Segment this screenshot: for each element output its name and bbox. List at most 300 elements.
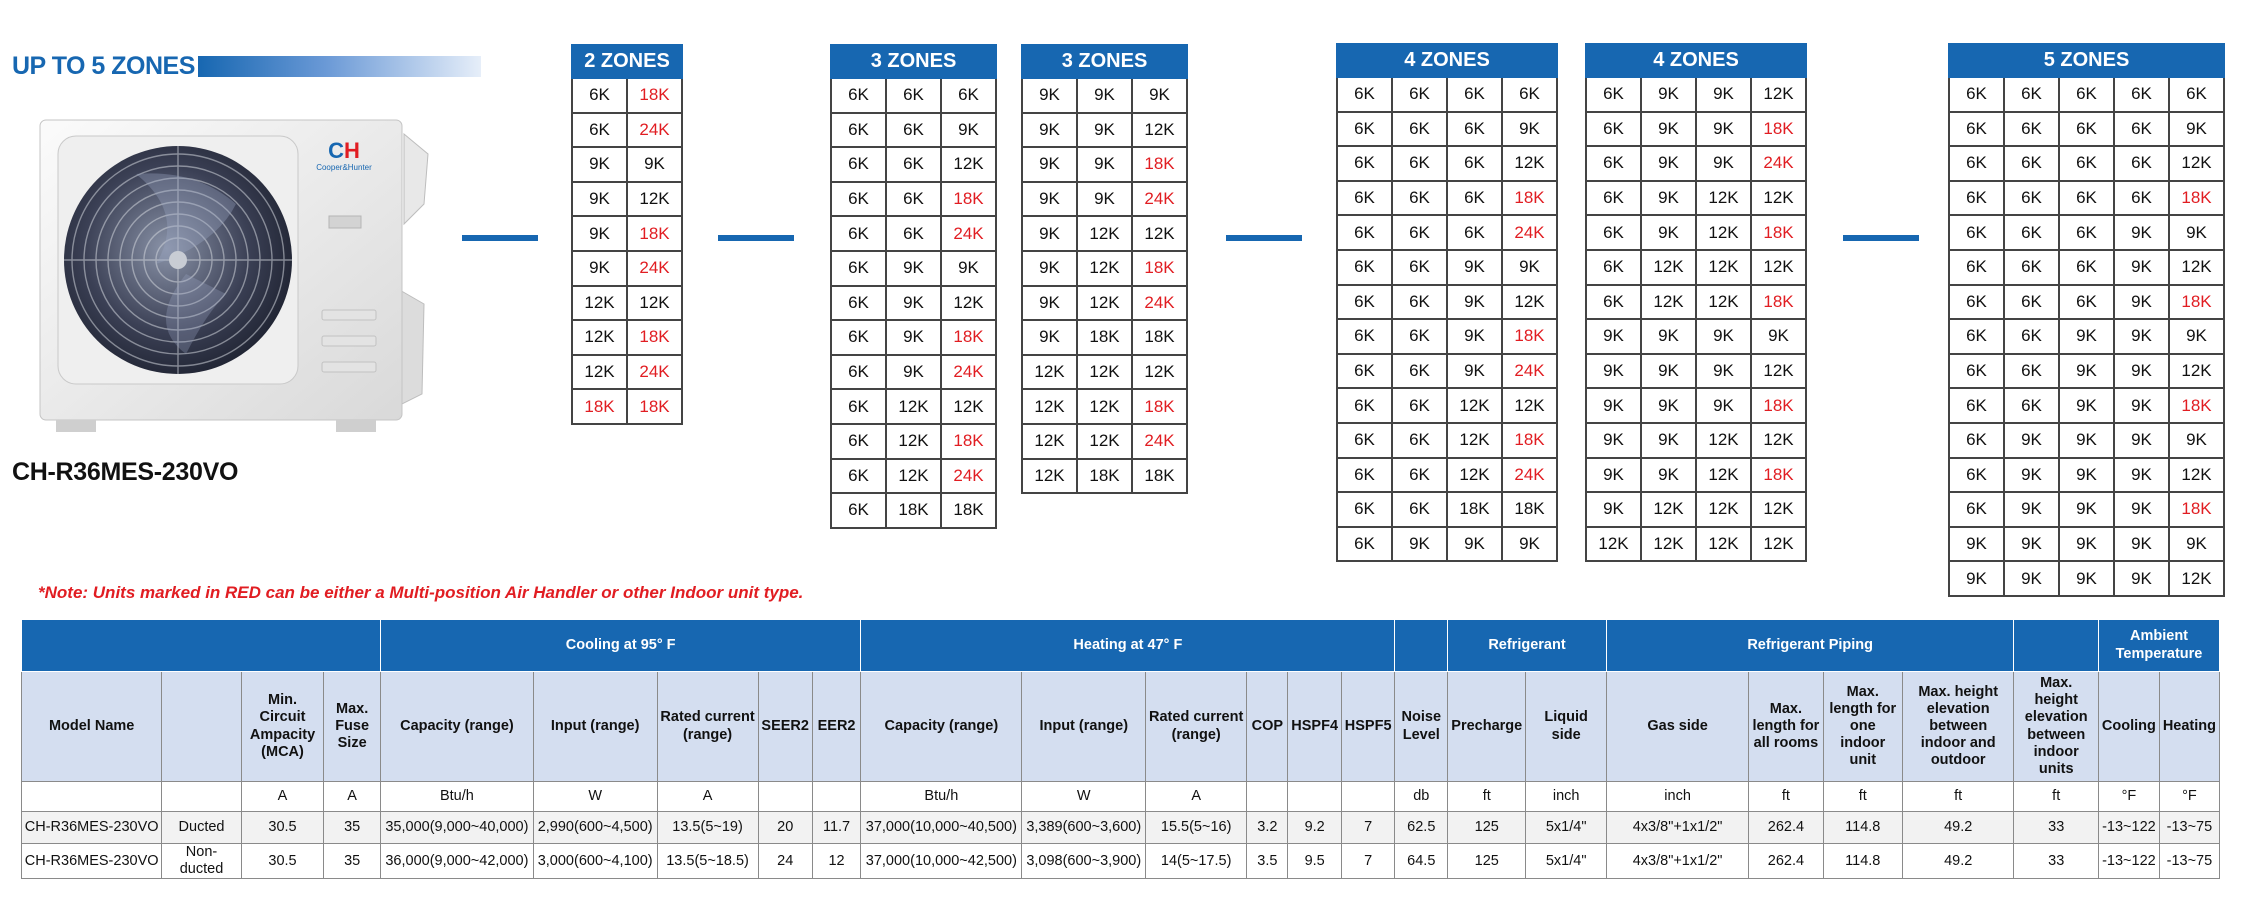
zone-cell: 6K (2004, 181, 2059, 216)
zone-cell: 6K (1949, 77, 2004, 112)
zone-cell: 9K (572, 251, 627, 286)
connector-line (462, 235, 538, 241)
zone-cell: 9K (572, 182, 627, 217)
zone-cell: 6K (2004, 215, 2059, 250)
zone-cell: 6K (2114, 146, 2169, 181)
zone-row (831, 389, 996, 424)
zone-cell: 9K (1696, 77, 1751, 112)
zone-cell: 12K (1751, 423, 1806, 458)
zone-row (1949, 146, 2224, 181)
zone-cell: 12K (1751, 181, 1806, 216)
title-gradient-bar (198, 56, 481, 77)
zone-cell: 9K (1022, 286, 1077, 321)
spec-cell: 262.4 (1749, 812, 1823, 844)
zone-cell: 12K (1751, 250, 1806, 285)
zone-cell-air-handler: 18K (2169, 181, 2224, 216)
zone-cell: 18K (1132, 459, 1187, 494)
zone-cell: 6K (1337, 146, 1392, 181)
zone-table-title: 4 ZONES (1337, 44, 1557, 77)
column-header: Min. Circuit Ampacity (MCA) (241, 672, 324, 782)
column-header: HSPF5 (1341, 672, 1395, 782)
zone-row (1022, 320, 1187, 355)
spec-cell: 3,098(600~3,900) (1022, 844, 1146, 879)
zone-cell: 6K (2059, 250, 2114, 285)
zone-cell: 6K (1337, 527, 1392, 562)
zone-cell: 6K (1502, 77, 1557, 112)
spec-cell: 37,000(10,000~42,500) (861, 844, 1022, 879)
zone-cell: 12K (2169, 250, 2224, 285)
zone-cell: 6K (1337, 112, 1392, 147)
zone-row (1337, 181, 1557, 216)
zone-row (1337, 319, 1557, 354)
zone-cell: 12K (1447, 388, 1502, 423)
zone-cell: 6K (2004, 354, 2059, 389)
zone-cell-air-handler: 18K (1751, 112, 1806, 147)
zone-cell: 6K (886, 147, 941, 182)
zone-cell-air-handler: 24K (627, 113, 682, 148)
zone-cell: 9K (886, 251, 941, 286)
zone-cell-air-handler: 18K (1132, 147, 1187, 182)
zone-cell: 6K (1337, 215, 1392, 250)
zone-cell: 9K (2004, 458, 2059, 493)
zone-cell-air-handler: 18K (1502, 423, 1557, 458)
zone-cell: 12K (1077, 216, 1132, 251)
zone-row (1586, 388, 1806, 423)
zone-cell: 6K (1392, 458, 1447, 493)
spec-cell: -13~122 (2099, 812, 2160, 844)
zone-cell: 9K (1641, 77, 1696, 112)
spec-cell: 14(5~17.5) (1146, 844, 1247, 879)
zone-row (1337, 215, 1557, 250)
spec-cell: 36,000(9,000~42,000) (381, 844, 534, 879)
zone-row (1337, 527, 1557, 562)
zone-cell: 9K (2169, 215, 2224, 250)
spec-cell: 37,000(10,000~40,500) (861, 812, 1022, 844)
zone-cell: 6K (1949, 354, 2004, 389)
zone-cell: 6K (831, 320, 886, 355)
zone-cell: 9K (2059, 458, 2114, 493)
zone-cell: 9K (941, 251, 996, 286)
zone-cell: 9K (1502, 112, 1557, 147)
zone-cell: 12K (1696, 492, 1751, 527)
zone-row (1949, 77, 2224, 112)
spec-cell: 13.5(5~19) (657, 812, 758, 844)
zone-cell: 6K (886, 216, 941, 251)
zone-table-header-row (1022, 45, 1187, 78)
group-ambient: Ambient Temperature (2099, 620, 2220, 672)
zone-cell: 6K (1392, 146, 1447, 181)
spec-cell: -13~75 (2159, 812, 2219, 844)
zone-cell: 9K (1751, 319, 1806, 354)
column-header: Max. height elevation between indoor and outdoor (1902, 672, 2013, 782)
column-header: Max. Fuse Size (324, 672, 381, 782)
column-header: Precharge (1448, 672, 1526, 782)
spec-cell: 9.5 (1288, 844, 1341, 879)
zone-cell: 9K (1022, 78, 1077, 113)
zone-cell: 9K (1022, 251, 1077, 286)
zone-row (1022, 216, 1187, 251)
zone-cell: 6K (886, 182, 941, 217)
zone-cell: 12K (1132, 113, 1187, 148)
connector-line (718, 235, 794, 241)
zone-cell: 9K (2059, 492, 2114, 527)
zone-cell-air-handler: 18K (2169, 285, 2224, 320)
zone-cell: 6K (1949, 388, 2004, 423)
column-header: SEER2 (758, 672, 812, 782)
zone-row (1949, 112, 2224, 147)
zone-row (1586, 250, 1806, 285)
spec-cell: 114.8 (1823, 844, 1902, 879)
zone-cell: 6K (1586, 112, 1641, 147)
zone-cell-air-handler: 18K (627, 389, 682, 424)
zone-row (1949, 215, 2224, 250)
zone-cell: 6K (1949, 215, 2004, 250)
column-header: Noise Level (1395, 672, 1448, 782)
zone-cell: 12K (886, 459, 941, 494)
zone-cell: 6K (831, 147, 886, 182)
spec-cell: 9.2 (1288, 812, 1341, 844)
spec-cell: 114.8 (1823, 812, 1902, 844)
zone-cell: 6K (1392, 77, 1447, 112)
column-header: Input (range) (533, 672, 657, 782)
zone-cell: 12K (1077, 251, 1132, 286)
spec-cell: -13~122 (2099, 844, 2160, 879)
spec-cell: 30.5 (241, 812, 324, 844)
zone-cell: 12K (1077, 424, 1132, 459)
zone-cell: 6K (2169, 77, 2224, 112)
zone-row (1949, 527, 2224, 562)
zone-cell: 12K (1641, 492, 1696, 527)
unit-cell: °F (2099, 782, 2160, 812)
zone-cell-air-handler: 18K (1751, 215, 1806, 250)
zone-row (1022, 355, 1187, 390)
zone-row (1586, 423, 1806, 458)
zone-cell: 6K (831, 355, 886, 390)
zone-table-title: 4 ZONES (1586, 44, 1806, 77)
unit-cell (1247, 782, 1288, 812)
group-header-row (22, 620, 2220, 672)
zone-cell-air-handler: 18K (941, 320, 996, 355)
column-header: Input (range) (1022, 672, 1146, 782)
zone-cell: 9K (627, 147, 682, 182)
spec-cell: 3,000(600~4,100) (533, 844, 657, 879)
zone-cell-air-handler: 24K (1132, 182, 1187, 217)
spec-cell: 49.2 (1902, 844, 2013, 879)
zone-cell: 9K (1586, 492, 1641, 527)
spec-cell: -13~75 (2159, 844, 2219, 879)
zone-cell: 12K (627, 182, 682, 217)
zone-cell-air-handler: 24K (1132, 286, 1187, 321)
zone-cell: 9K (2114, 492, 2169, 527)
zone-table-title: 5 ZONES (1949, 44, 2224, 77)
zone-cell: 6K (831, 459, 886, 494)
zone-cell: 12K (1696, 423, 1751, 458)
zone-cell: 12K (941, 286, 996, 321)
zone-cell: 12K (1502, 388, 1557, 423)
spec-cell: 20 (758, 812, 812, 844)
spec-cell: 33 (2014, 844, 2099, 879)
zone-cell: 6K (2059, 112, 2114, 147)
zone-row (572, 286, 682, 321)
zone-cell: 9K (1641, 319, 1696, 354)
zone-row (831, 216, 996, 251)
zone-cell: 9K (1586, 319, 1641, 354)
zone-cell-air-handler: 24K (1502, 458, 1557, 493)
zone-cell: 9K (1077, 78, 1132, 113)
zone-cell: 6K (1949, 285, 2004, 320)
zone-row (831, 182, 996, 217)
zone-cell: 9K (1641, 354, 1696, 389)
zone-cell: 12K (2169, 146, 2224, 181)
zone-cell: 6K (2004, 250, 2059, 285)
zone-table-header-row (1949, 44, 2224, 77)
zone-row (1022, 424, 1187, 459)
zone-cell: 12K (1022, 459, 1077, 494)
zone-row (831, 286, 996, 321)
zone-cell: 9K (572, 216, 627, 251)
unit-cell: ft (1823, 782, 1902, 812)
zone-cell: 6K (886, 113, 941, 148)
zone-cell: 12K (886, 424, 941, 459)
zone-cell: 12K (1751, 354, 1806, 389)
zone-cell: 9K (1696, 146, 1751, 181)
zone-cell: 6K (2059, 285, 2114, 320)
zone-cell: 12K (572, 320, 627, 355)
zone-row (1022, 78, 1187, 113)
zone-cell: 9K (1586, 388, 1641, 423)
zone-table-title: 3 ZONES (831, 45, 996, 78)
zone-row (1337, 146, 1557, 181)
zone-cell: 9K (1641, 215, 1696, 250)
zone-cell: 6K (1586, 181, 1641, 216)
unit-cell: A (241, 782, 324, 812)
zone-cell: 12K (1586, 527, 1641, 562)
zone-cell: 9K (1696, 112, 1751, 147)
spec-cell: 64.5 (1395, 844, 1448, 879)
unit-cell: °F (2159, 782, 2219, 812)
zone-cell-air-handler: 18K (1502, 319, 1557, 354)
zone-cell: 6K (1337, 458, 1392, 493)
zone-row (831, 320, 996, 355)
zone-cell-air-handler: 24K (1502, 354, 1557, 389)
zone-cell-air-handler: 24K (941, 355, 996, 390)
zone-table-3a (830, 44, 997, 529)
zone-cell-air-handler: 18K (572, 389, 627, 424)
column-header: COP (1247, 672, 1288, 782)
zone-cell: 6K (831, 493, 886, 528)
zone-table-4a (1336, 43, 1558, 562)
zone-cell-air-handler: 18K (2169, 388, 2224, 423)
unit-cell: db (1395, 782, 1448, 812)
zone-row (572, 389, 682, 424)
group-cooling: Cooling at 95° F (381, 620, 861, 672)
column-header: Model Name (22, 672, 162, 782)
unit-cell (812, 782, 860, 812)
zone-cell: 12K (572, 286, 627, 321)
zone-cell: 12K (1641, 285, 1696, 320)
connector-line (1843, 235, 1919, 241)
column-header: Gas side (1606, 672, 1748, 782)
zone-cell: 6K (1586, 250, 1641, 285)
unit-cell: W (1022, 782, 1146, 812)
zone-row (1586, 77, 1806, 112)
zone-cell: 9K (1641, 181, 1696, 216)
zone-cell-air-handler: 18K (1751, 388, 1806, 423)
zone-cell: 12K (1447, 458, 1502, 493)
zone-cell: 9K (572, 147, 627, 182)
zone-row (1586, 181, 1806, 216)
group-noise-blank (1395, 620, 1448, 672)
zone-cell: 12K (1502, 285, 1557, 320)
zone-cell: 9K (2004, 561, 2059, 596)
zone-cell: 12K (1751, 77, 1806, 112)
zone-cell: 6K (1337, 250, 1392, 285)
zone-cell: 6K (2004, 319, 2059, 354)
zone-cell: 6K (831, 216, 886, 251)
zone-cell: 6K (831, 251, 886, 286)
zone-cell: 6K (1447, 181, 1502, 216)
zone-row (1337, 388, 1557, 423)
zone-cell: 9K (1641, 112, 1696, 147)
zone-cell: 9K (2114, 561, 2169, 596)
zone-cell: 9K (2114, 388, 2169, 423)
zone-cell: 12K (1641, 250, 1696, 285)
zone-cell: 6K (572, 78, 627, 113)
spec-table (21, 619, 2220, 879)
zone-cell: 6K (2004, 285, 2059, 320)
zone-row (1022, 459, 1187, 494)
spec-cell: 7 (1341, 844, 1395, 879)
zone-row (1586, 354, 1806, 389)
zone-cell: 18K (1077, 320, 1132, 355)
spec-cell: 3,389(600~3,600) (1022, 812, 1146, 844)
zone-cell: 6K (1337, 319, 1392, 354)
zone-cell: 18K (886, 493, 941, 528)
zone-cell: 9K (886, 320, 941, 355)
zone-cell: 12K (941, 389, 996, 424)
zone-cell-air-handler: 18K (941, 424, 996, 459)
spec-cell: 262.4 (1749, 844, 1823, 879)
zone-cell: 6K (1337, 181, 1392, 216)
spec-cell: Non-ducted (162, 844, 241, 879)
zone-row (831, 424, 996, 459)
unit-cell: inch (1526, 782, 1606, 812)
zone-cell: 12K (1751, 527, 1806, 562)
zone-cell: 6K (1447, 112, 1502, 147)
zone-cell: 9K (1077, 182, 1132, 217)
zone-cell: 9K (1586, 423, 1641, 458)
zone-row (1337, 285, 1557, 320)
zone-cell: 6K (2114, 112, 2169, 147)
zone-cell: 12K (1696, 527, 1751, 562)
zone-cell: 9K (1077, 113, 1132, 148)
zone-row (1337, 492, 1557, 527)
zone-cell: 9K (2169, 112, 2224, 147)
zone-cell-air-handler: 24K (941, 459, 996, 494)
spec-cell: 24 (758, 844, 812, 879)
zone-cell: 9K (2114, 458, 2169, 493)
zone-row (1949, 250, 2224, 285)
unit-cell: ft (2014, 782, 2099, 812)
zone-cell: 6K (1586, 285, 1641, 320)
zone-cell: 6K (2004, 146, 2059, 181)
zone-cell: 9K (2059, 354, 2114, 389)
zone-cell: 6K (2114, 181, 2169, 216)
zone-cell: 18K (1132, 320, 1187, 355)
zone-cell-air-handler: 24K (1502, 215, 1557, 250)
spec-cell: 35 (324, 844, 381, 879)
zone-row (1337, 423, 1557, 458)
zone-cell: 12K (572, 355, 627, 390)
column-header: Liquid side (1526, 672, 1606, 782)
zone-row (1586, 492, 1806, 527)
zone-cell: 9K (2114, 527, 2169, 562)
zone-cell: 9K (1447, 527, 1502, 562)
zone-cell: 12K (1502, 146, 1557, 181)
zone-cell: 6K (2059, 77, 2114, 112)
zone-cell: 9K (941, 113, 996, 148)
page-title: UP TO 5 ZONES (12, 52, 195, 80)
zone-cell-air-handler: 24K (941, 216, 996, 251)
zone-row (572, 320, 682, 355)
zone-cell: 12K (1077, 389, 1132, 424)
group-header-blank (22, 620, 381, 672)
zone-row (1949, 319, 2224, 354)
zone-table-header-row (1337, 44, 1557, 77)
zone-cell: 9K (2059, 561, 2114, 596)
zone-cell: 6K (886, 78, 941, 113)
zone-cell: 9K (2114, 319, 2169, 354)
spec-cell: 35,000(9,000~40,000) (381, 812, 534, 844)
zone-row (831, 251, 996, 286)
zone-cell: 9K (2059, 423, 2114, 458)
zone-cell: 12K (1077, 355, 1132, 390)
zone-cell: 6K (1392, 319, 1447, 354)
zone-cell: 6K (1447, 146, 1502, 181)
note: *Note: Units marked in RED can be either a Multi-position Air Handler or other Indoor unit type. (38, 583, 804, 602)
spec-cell: 125 (1448, 812, 1526, 844)
unit-cell (1341, 782, 1395, 812)
zone-cell: 12K (1447, 423, 1502, 458)
zone-cell: 12K (1696, 250, 1751, 285)
zone-cell: 9K (2114, 250, 2169, 285)
connector-line (1226, 235, 1302, 241)
spec-cell: 5x1/4" (1526, 812, 1606, 844)
zone-cell: 6K (1392, 354, 1447, 389)
zone-row (1949, 388, 2224, 423)
zone-cell: 6K (1949, 146, 2004, 181)
zone-cell: 6K (1447, 77, 1502, 112)
zone-row (831, 113, 996, 148)
zone-cell: 6K (1337, 285, 1392, 320)
zone-cell: 9K (1022, 216, 1077, 251)
zone-cell: 6K (1586, 215, 1641, 250)
unit-cell (1288, 782, 1341, 812)
zone-cell: 6K (1949, 319, 2004, 354)
zone-cell: 6K (1392, 215, 1447, 250)
unit-cell: A (324, 782, 381, 812)
zone-cell: 6K (1949, 112, 2004, 147)
zone-cell: 9K (2059, 319, 2114, 354)
zone-cell-air-handler: 18K (1751, 458, 1806, 493)
zone-row (572, 113, 682, 148)
zone-cell: 12K (1022, 389, 1077, 424)
unit-cell: Btu/h (381, 782, 534, 812)
zone-row (831, 78, 996, 113)
zone-cell: 6K (831, 182, 886, 217)
outdoor-unit-image (36, 114, 432, 436)
zone-cell: 6K (831, 389, 886, 424)
